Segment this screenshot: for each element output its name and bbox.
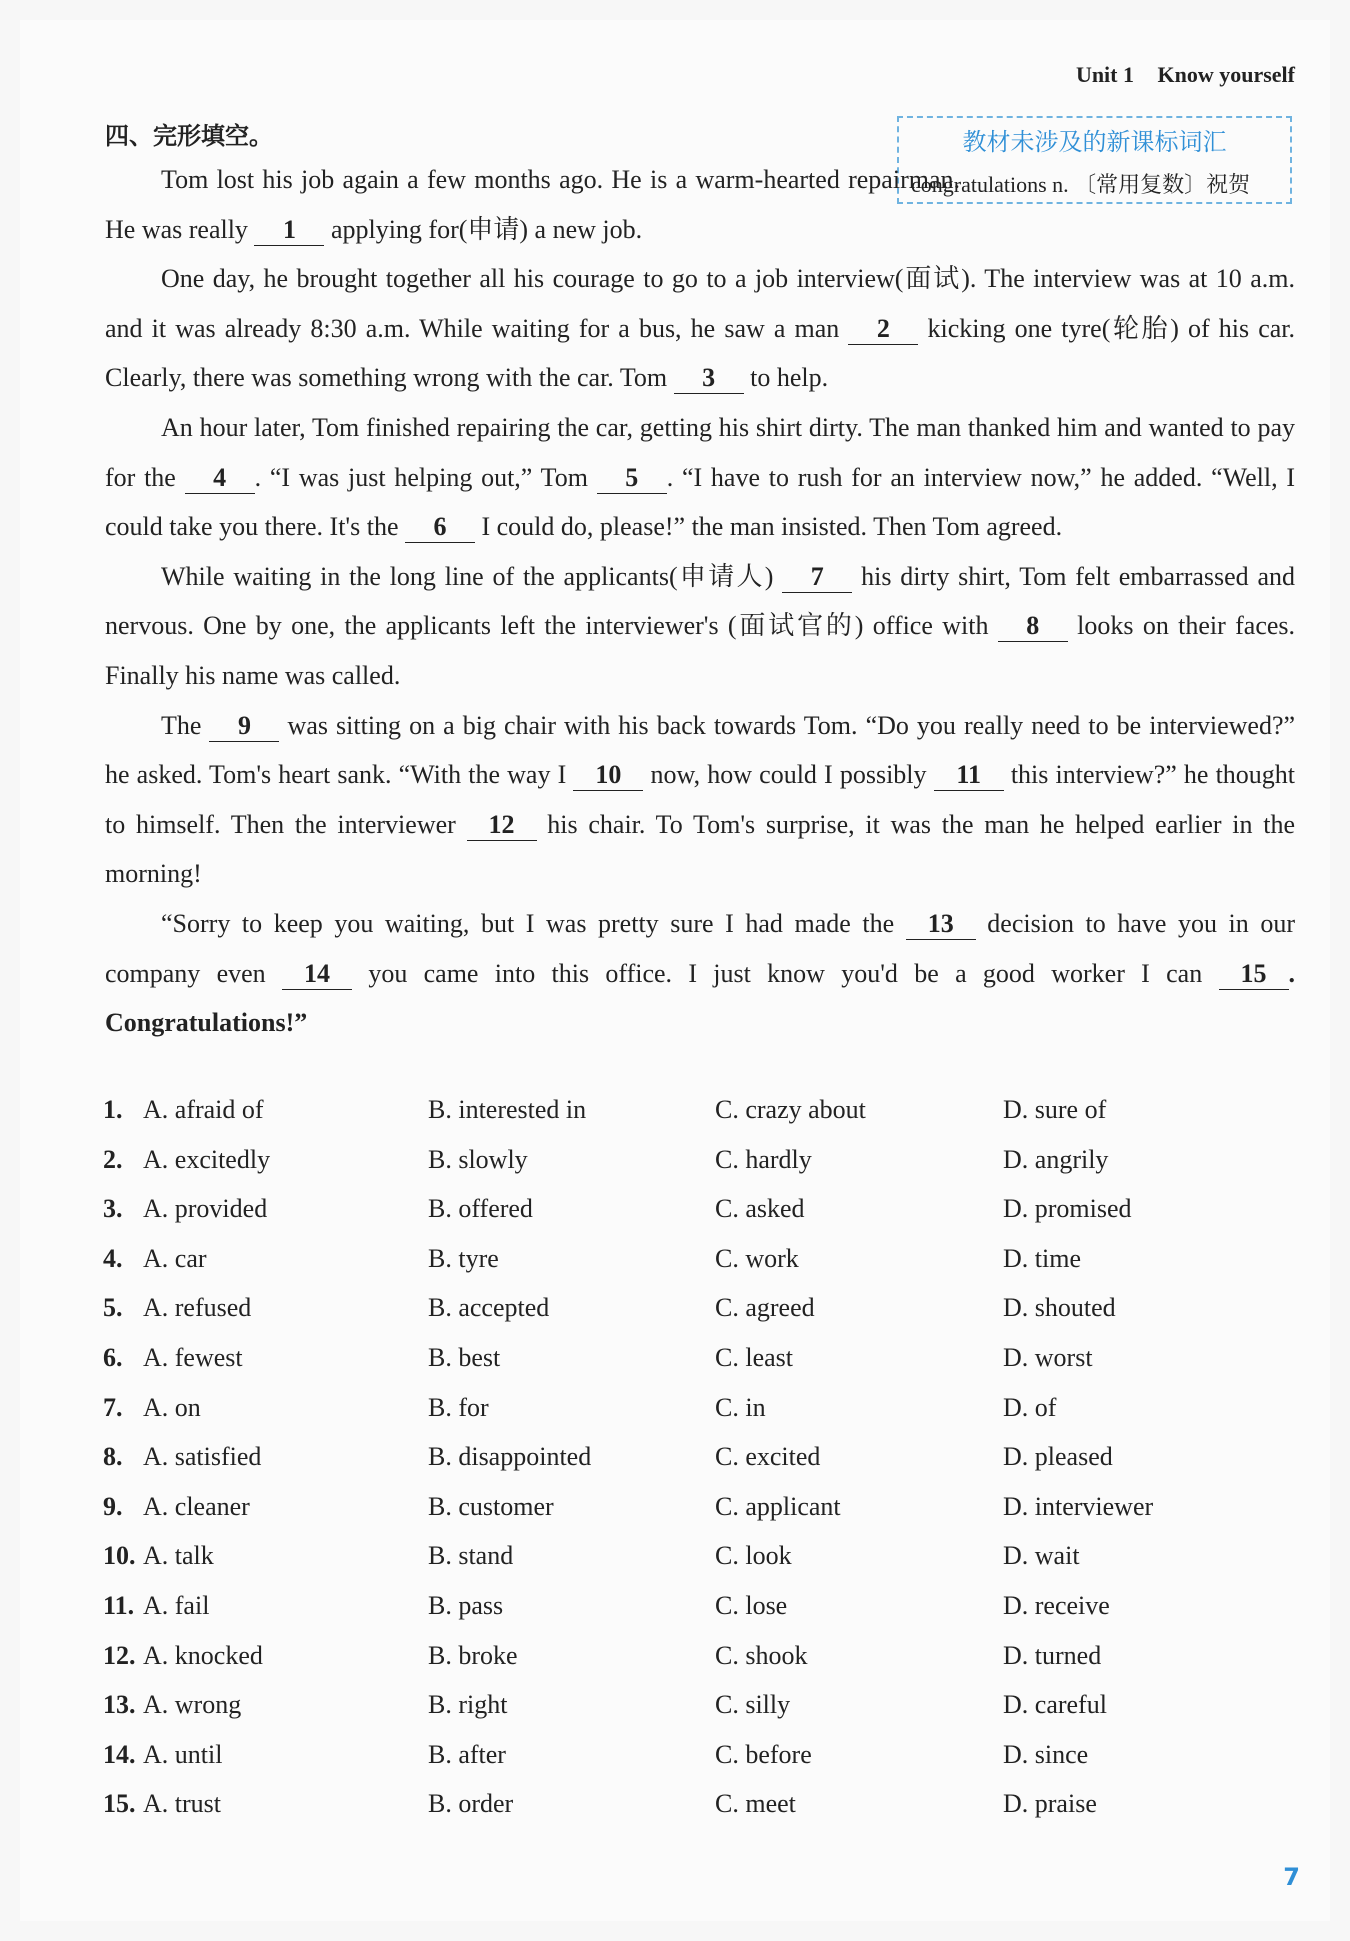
option-a[interactable]: A. afraid of [143, 1095, 264, 1124]
option-c[interactable]: C. look [715, 1541, 792, 1571]
paragraph [105, 701, 1295, 899]
question-number: 15. [103, 1789, 136, 1819]
option-a[interactable]: A. wrong [143, 1690, 242, 1720]
option-d[interactable]: D. time [1003, 1243, 1081, 1273]
option-b[interactable]: B. order [428, 1789, 514, 1819]
option-b[interactable]: B. after [428, 1739, 506, 1769]
option-d[interactable]: D. pleased [1003, 1442, 1113, 1472]
option-c[interactable]: C. meet [715, 1789, 796, 1819]
option-d[interactable]: D. since [1003, 1739, 1089, 1769]
option-d[interactable]: D. praise [1003, 1789, 1097, 1819]
blank-5[interactable]: 5 [597, 463, 667, 494]
option-b[interactable]: B. interested in [428, 1095, 587, 1124]
passage-text: his dirty shirt, Tom felt embarrassed and nervous. One by one, the applicants left the interviewer's (面试官的) office with [105, 561, 1296, 641]
option-c[interactable]: C. excited [715, 1442, 821, 1472]
header-title: Know yourself [1157, 62, 1295, 87]
question-number: 10. [103, 1541, 136, 1571]
option-c[interactable]: C. agreed [715, 1293, 815, 1323]
blank-10[interactable]: 10 [573, 760, 643, 791]
question-number: 1. [103, 1095, 123, 1124]
question-number: 7. [103, 1392, 123, 1422]
option-c[interactable]: C. crazy about [715, 1095, 866, 1124]
option-c[interactable]: C. applicant [715, 1491, 841, 1521]
question-number: 14. [103, 1739, 136, 1769]
passage-text: looks on their faces. Finally his name was called. [105, 611, 1296, 690]
option-b[interactable]: B. stand [428, 1541, 514, 1571]
option-row [103, 1393, 1303, 1443]
option-b[interactable]: B. accepted [428, 1293, 550, 1323]
option-a[interactable]: A. excitedly [143, 1144, 271, 1174]
option-row [103, 1690, 1303, 1740]
option-row [103, 1641, 1303, 1691]
option-a[interactable]: A. knocked [143, 1640, 263, 1670]
option-b[interactable]: B. broke [428, 1640, 518, 1670]
header-unit: Unit 1 [1075, 62, 1134, 87]
question-number: 8. [103, 1442, 123, 1472]
option-row [103, 1740, 1303, 1790]
passage-text: While waiting in the long line of the applicants(申请人) [161, 561, 774, 591]
paragraph [105, 552, 1295, 701]
page-number: 7 [1283, 1863, 1300, 1891]
option-d[interactable]: D. wait [1003, 1541, 1080, 1571]
option-d[interactable]: D. promised [1003, 1194, 1132, 1224]
option-b[interactable]: B. best [428, 1342, 501, 1372]
vocab-box-title: 教材未涉及的新课标词汇 [962, 128, 1227, 156]
option-b[interactable]: B. disappointed [428, 1442, 592, 1472]
option-row [103, 1442, 1303, 1492]
option-b[interactable]: B. slowly [428, 1144, 528, 1174]
blank-7[interactable]: 7 [782, 562, 852, 593]
blank-1[interactable]: 1 [254, 215, 324, 246]
blank-8[interactable]: 8 [998, 611, 1068, 642]
cloze-passage [105, 155, 1295, 1048]
blank-12[interactable]: 12 [467, 810, 537, 841]
option-b[interactable]: B. right [428, 1690, 508, 1720]
passage-text: kicking one tyre(轮胎) of his car. Clearly, there was something wrong with the car. Tom [105, 313, 1296, 393]
blank-2[interactable]: 2 [848, 314, 918, 345]
option-b[interactable]: B. customer [428, 1491, 554, 1521]
option-row [103, 1541, 1303, 1591]
option-a[interactable]: A. on [143, 1392, 201, 1422]
blank-3[interactable]: 3 [674, 363, 744, 394]
question-number: 6. [103, 1342, 123, 1372]
option-d[interactable]: D. receive [1003, 1590, 1110, 1620]
answer-options [103, 1095, 1303, 1839]
option-row [103, 1293, 1303, 1343]
option-a[interactable]: A. until [143, 1739, 223, 1769]
question-number: 4. [103, 1243, 123, 1273]
option-c[interactable]: C. work [715, 1243, 799, 1273]
section-title: 四、完形填空。 [105, 122, 273, 150]
passage-text: applying for(申请) a new job. [330, 214, 643, 244]
option-a[interactable]: A. cleaner [143, 1491, 250, 1521]
option-row [103, 1343, 1303, 1393]
option-c[interactable]: C. lose [715, 1590, 788, 1620]
option-b[interactable]: B. for [428, 1392, 489, 1422]
question-number: 9. [103, 1491, 123, 1521]
question-number: 12. [103, 1640, 136, 1670]
option-a[interactable]: A. satisfied [143, 1442, 262, 1472]
passage-text: you came into this office. I just know you'd be a good worker I can [368, 958, 1203, 988]
option-a[interactable]: A. trust [143, 1789, 221, 1819]
passage-text: to help. [750, 363, 829, 393]
option-a[interactable]: A. fewest [143, 1342, 243, 1372]
passage-text: this interview?” he thought to himself. Then the interviewer [105, 760, 1296, 839]
option-a[interactable]: A. provided [143, 1194, 268, 1224]
blank-11[interactable]: 11 [934, 760, 1004, 791]
passage-text: . “I was just helping out,” Tom [254, 462, 588, 492]
passage-text: I could do, please!” the man insisted. Then Tom agreed. [481, 512, 1063, 542]
option-row [103, 1591, 1303, 1641]
option-a[interactable]: A. talk [143, 1541, 214, 1571]
option-c[interactable]: C. shook [715, 1640, 808, 1670]
option-d[interactable]: D. of [1003, 1392, 1057, 1422]
option-d[interactable]: D. turned [1003, 1640, 1102, 1670]
option-c[interactable]: C. asked [715, 1194, 805, 1224]
paragraph [105, 899, 1295, 1048]
passage-text: “Sorry to keep you waiting, but I was pretty sure I had made the [161, 908, 895, 938]
option-d[interactable]: D. interviewer [1003, 1491, 1154, 1521]
option-d[interactable]: D. angrily [1003, 1144, 1109, 1174]
question-number: 13. [103, 1690, 136, 1720]
option-a[interactable]: A. refused [143, 1293, 252, 1323]
option-c[interactable]: C. hardly [715, 1144, 812, 1174]
question-number: 5. [103, 1293, 123, 1323]
paragraph [105, 155, 1295, 254]
passage-text: An hour later, Tom finished repairing the car, getting his shirt dirty. The man thanked him and wanted to pay for the [105, 412, 1295, 492]
option-row [103, 1145, 1303, 1195]
passage-text: now, how could I possibly [650, 760, 927, 790]
question-number: 2. [103, 1144, 123, 1174]
option-a[interactable]: A. car [143, 1243, 207, 1273]
blank-4[interactable]: 4 [185, 463, 255, 494]
option-row [103, 1194, 1303, 1244]
blank-9[interactable]: 9 [209, 711, 279, 742]
passage-text: One day, he brought together all his courage to go to a job interview(面试). The interview was at 10 a.m. and it was already 8:30 a.m. While waiting for a bus, he saw a man [105, 264, 1295, 343]
option-c[interactable]: C. least [715, 1342, 793, 1372]
option-c[interactable]: C. before [715, 1739, 812, 1769]
option-row [103, 1789, 1303, 1839]
option-b[interactable]: B. pass [428, 1590, 504, 1620]
option-row [103, 1095, 1303, 1145]
passage-text: . “I have to rush for an interview now,” he added. “Well, I could take you there. It's the [105, 462, 1296, 542]
vocab-box-text: congratulations n. 〔常用复数〕祝贺 [911, 172, 1251, 197]
blank-15[interactable]: 15 [1219, 959, 1289, 990]
paragraph [105, 403, 1295, 552]
passage-text: his chair. To Tom's surprise, it was the man he helped earlier in the morning! [105, 809, 1296, 889]
option-row [103, 1244, 1303, 1294]
option-d[interactable]: D. sure of [1003, 1095, 1107, 1124]
paragraph [105, 254, 1295, 403]
passage-text: Tom lost his job again a few months ago. He is a warm-hearted repairman. He was really [105, 165, 960, 244]
question-number: 3. [103, 1194, 123, 1224]
option-b[interactable]: B. tyre [428, 1243, 499, 1273]
question-number: 11. [103, 1590, 135, 1620]
passage-text: decision to have you in our company even [105, 908, 1296, 988]
passage-text: was sitting on a big chair with his back towards Tom. “Do you really need to be interviewed?” he asked. Tom's heart sank. “With the way I [105, 710, 1296, 790]
blank-14[interactable]: 14 [282, 959, 352, 990]
blank-6[interactable]: 6 [405, 512, 475, 543]
option-c[interactable]: C. in [715, 1392, 766, 1422]
option-c[interactable]: C. silly [715, 1690, 791, 1720]
passage-text: . Congratulations!” [105, 958, 1296, 1038]
option-row [103, 1492, 1303, 1542]
passage-text: The [161, 710, 202, 740]
running-header [1058, 62, 1295, 88]
option-a[interactable]: A. fail [143, 1590, 210, 1620]
option-b[interactable]: B. offered [428, 1194, 533, 1224]
option-d[interactable]: D. shouted [1003, 1293, 1116, 1323]
option-d[interactable]: D. careful [1003, 1690, 1107, 1720]
blank-13[interactable]: 13 [906, 909, 976, 940]
option-d[interactable]: D. worst [1003, 1342, 1093, 1372]
